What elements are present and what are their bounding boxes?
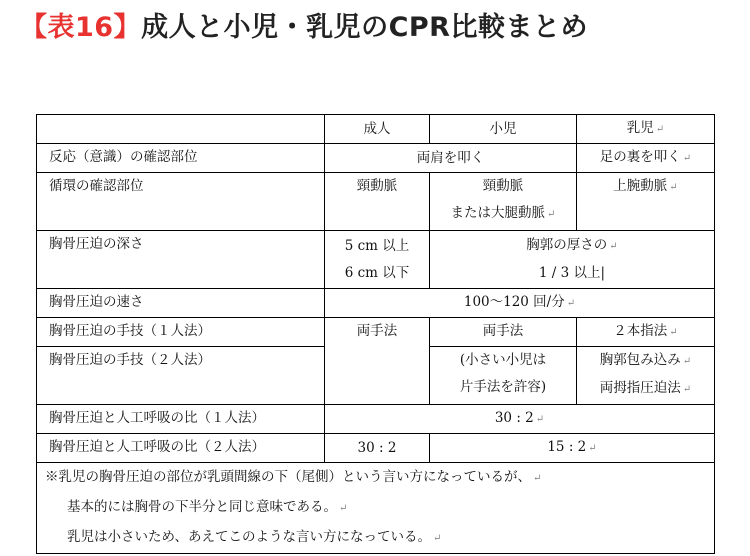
- row-reaction: [37, 144, 715, 173]
- label-ratio-1: 胸骨圧迫と人工呼吸の比（１人法）: [37, 405, 325, 434]
- label-depth: 胸骨圧迫の深さ: [37, 231, 325, 289]
- cpr-comparison-table: [36, 114, 715, 554]
- row-ratio-1: [37, 405, 715, 434]
- row-ratio-2: [37, 434, 715, 463]
- cell-ratio-1-all: 30 : 2 ↵: [325, 405, 715, 434]
- row-circulation: [37, 173, 715, 231]
- return-mark: ↵: [682, 356, 692, 367]
- header-child: 小児: [430, 115, 577, 144]
- label-ratio-2: 胸骨圧迫と人工呼吸の比（２人法）: [37, 434, 325, 463]
- header-infant: 乳児 ↵: [577, 115, 715, 144]
- cell-technique-2-infant: 胸郭包み込み ↵ 両拇指圧迫法 ↵: [577, 347, 715, 405]
- cell-ratio-2-adult: 30 : 2: [325, 434, 430, 463]
- return-mark: ↵: [547, 209, 556, 220]
- return-mark: ↵: [669, 182, 678, 193]
- cell-technique-1-infant: ２本指法 ↵: [577, 318, 715, 347]
- cell-circulation-adult: 頸動脈: [325, 173, 430, 231]
- row-note: [37, 463, 715, 554]
- return-mark: ↵: [682, 384, 692, 395]
- cell-circulation-infant: 上腕動脈 ↵: [577, 173, 715, 231]
- text-cursor: |: [600, 265, 606, 281]
- cell-reaction-adult-child: 両肩を叩く: [325, 144, 577, 173]
- row-rate: [37, 289, 715, 318]
- cell-technique-2-child: (小さい小児は 片手法を許容): [430, 347, 577, 405]
- return-mark: ↵: [566, 298, 576, 309]
- return-mark: ↵: [535, 414, 545, 425]
- return-mark: ↵: [588, 443, 597, 454]
- label-technique-2: 胸骨圧迫の手技（２人法）: [37, 347, 325, 405]
- return-mark: ↵: [669, 327, 678, 338]
- label-reaction: 反応（意識）の確認部位: [37, 144, 325, 173]
- table-number-tag: 【表16】: [20, 12, 142, 43]
- cell-depth-adult: 5 cm 以上 6 cm 以下: [325, 231, 430, 289]
- label-circulation: 循環の確認部位: [37, 173, 325, 231]
- cell-circulation-child: 頸動脈 または大腿動脈 ↵: [430, 173, 577, 231]
- cell-technique-adult: 両手法: [325, 318, 430, 405]
- title-text: 成人と小児・乳児のCPR比較まとめ: [141, 12, 588, 43]
- label-technique-1: 胸骨圧迫の手技（１人法）: [37, 318, 325, 347]
- cell-technique-1-child: 両手法: [430, 318, 577, 347]
- page-title: [20, 6, 588, 50]
- return-mark: ↵: [655, 124, 665, 135]
- row-technique-1: [37, 318, 715, 347]
- cell-reaction-infant: 足の裏を叩く ↵: [577, 144, 715, 173]
- header-adult: 成人: [325, 115, 430, 144]
- header-row: [37, 115, 715, 144]
- note-line-2: 基本的には胸骨の下半分と同じ意味である。 ↵: [67, 499, 348, 515]
- cell-rate-all: 100～120 回/分 ↵: [325, 289, 715, 318]
- note-cell: [37, 463, 715, 554]
- row-depth: [37, 231, 715, 289]
- cell-depth-child-infant: 胸郭の厚さの ↵ 1 / 3 以上|: [430, 231, 715, 289]
- cell-ratio-2-child-infant: 15 : 2 ↵: [430, 434, 715, 463]
- header-blank: [37, 115, 325, 144]
- note-line-1: ※乳児の胸骨圧迫の部位が乳頭間線の下（尾側）という言い方になっているが、 ↵: [45, 469, 542, 485]
- return-mark: ↵: [609, 241, 618, 252]
- return-mark: ↵: [682, 153, 692, 164]
- label-rate: 胸骨圧迫の速さ: [37, 289, 325, 318]
- note-line-3: 乳児は小さいため、あえてこのような言い方になっている。 ↵: [67, 529, 442, 545]
